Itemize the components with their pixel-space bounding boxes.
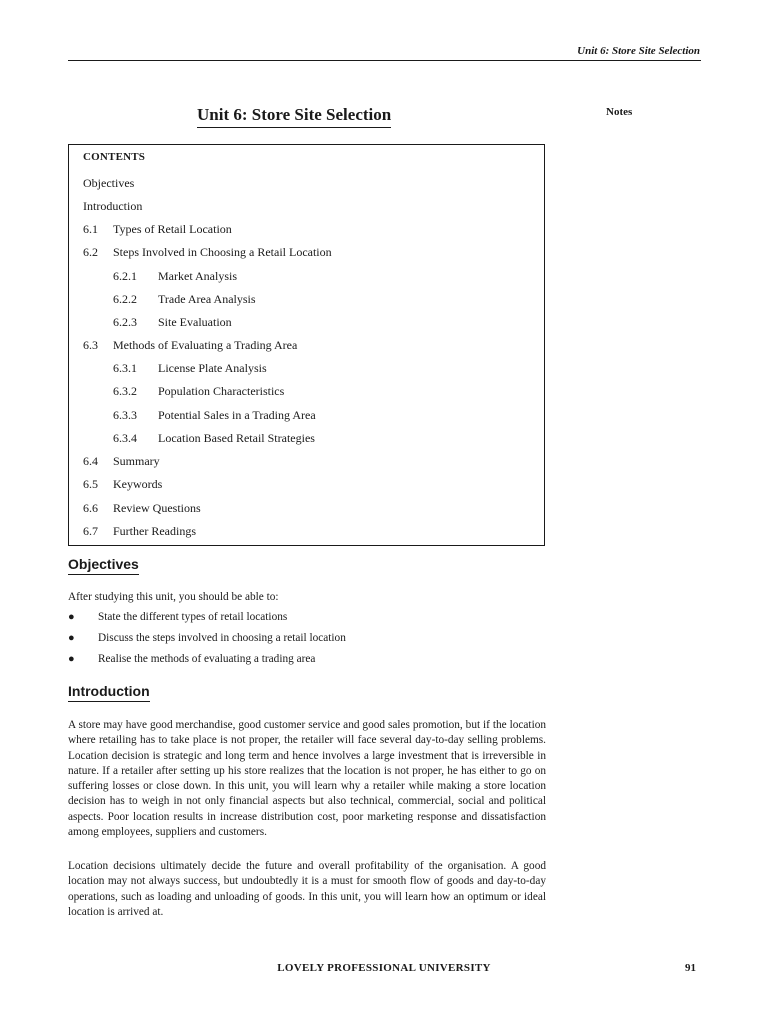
introduction-paragraph-2: Location decisions ultimately decide the future and overall profitability of the organisation. A good location may not always success, but undoubtedly it is a must for smooth flow of goods and day-to-day operations, such as loading and unloading of goods. In this unit, you will learn how an optimum or ideal location is arrived at.: [68, 860, 546, 918]
toc-item-number: 6.3.4: [113, 431, 137, 445]
objectives-intro: After studying this unit, you should be able to:: [68, 591, 279, 603]
contents-box: [68, 144, 545, 546]
toc-item-number: 6.3.1: [113, 361, 137, 375]
toc-item-text: Types of Retail Location: [113, 222, 232, 236]
toc-item-number: 6.1: [83, 222, 98, 236]
toc-item-text: Potential Sales in a Trading Area: [158, 408, 316, 422]
toc-item-number: 6.6: [83, 501, 98, 515]
toc-item-text: Summary: [113, 454, 160, 468]
notes-margin-label: Notes: [606, 106, 633, 118]
toc-item-text: Keywords: [113, 477, 163, 491]
contents-heading: CONTENTS: [83, 151, 146, 163]
bullet-icon: ●: [68, 611, 75, 623]
toc-item-number: 6.2.1: [113, 269, 137, 283]
objectives-heading: Objectives: [68, 556, 139, 575]
toc-item-text: Site Evaluation: [158, 315, 232, 329]
toc-item-text: License Plate Analysis: [158, 361, 267, 375]
toc-item-number: 6.7: [83, 524, 98, 538]
toc-item-number: 6.3.3: [113, 408, 137, 422]
bullet-icon: ●: [68, 632, 75, 644]
toc-item-text: Further Readings: [113, 524, 196, 538]
objective-text: Realise the methods of evaluating a trading area: [98, 653, 316, 665]
toc-item-text: Review Questions: [113, 501, 201, 515]
objective-text: Discuss the steps involved in choosing a retail location: [98, 632, 346, 644]
toc-item-number: 6.3.2: [113, 384, 137, 398]
toc-item-text: Methods of Evaluating a Trading Area: [113, 338, 298, 352]
toc-item-text: Trade Area Analysis: [158, 292, 256, 306]
introduction-paragraph-1: A store may have good merchandise, good customer service and good sales promotion, but if the location where retailing has to take place is not proper, the retailer will face several day-to-day selling problems. Location decision is strategic and long term and hence involves a large investment that is irreversible in nature. If a retailer after setting up his store realizes that the location is not proper, he has either to go on suffering losses or close down. In this unit, you will learn why a retailer while making a store location decision has to weigh in not only financial aspects but also technical, commercial, social and political aspects. Poor location results in increase distribution cost, poor marketing response and dissatisfaction among employees, suppliers and customers.: [68, 719, 546, 839]
header-rule: [68, 60, 701, 61]
toc-item-number: 6.5: [83, 477, 98, 491]
toc-item-text: Objectives: [83, 176, 135, 190]
unit-title: Unit 6: Store Site Selection: [197, 105, 391, 128]
toc-item-text: Steps Involved in Choosing a Retail Location: [113, 245, 332, 259]
toc-item-text: Market Analysis: [158, 269, 237, 283]
toc-item-text: Population Characteristics: [158, 384, 285, 398]
running-head: Unit 6: Store Site Selection: [577, 45, 700, 57]
toc-item-number: 6.4: [83, 454, 98, 468]
toc-item-text: Introduction: [83, 199, 143, 213]
footer-university: LOVELY PROFESSIONAL UNIVERSITY: [277, 962, 491, 974]
toc-item-number: 6.2: [83, 245, 98, 259]
objective-text: State the different types of retail locations: [98, 611, 288, 623]
introduction-heading: Introduction: [68, 683, 150, 702]
bullet-icon: ●: [68, 653, 75, 665]
toc-item-number: 6.3: [83, 338, 98, 352]
page-number: 91: [685, 962, 696, 974]
toc-item-number: 6.2.3: [113, 315, 137, 329]
toc-item-number: 6.2.2: [113, 292, 137, 306]
toc-item-text: Location Based Retail Strategies: [158, 431, 315, 445]
